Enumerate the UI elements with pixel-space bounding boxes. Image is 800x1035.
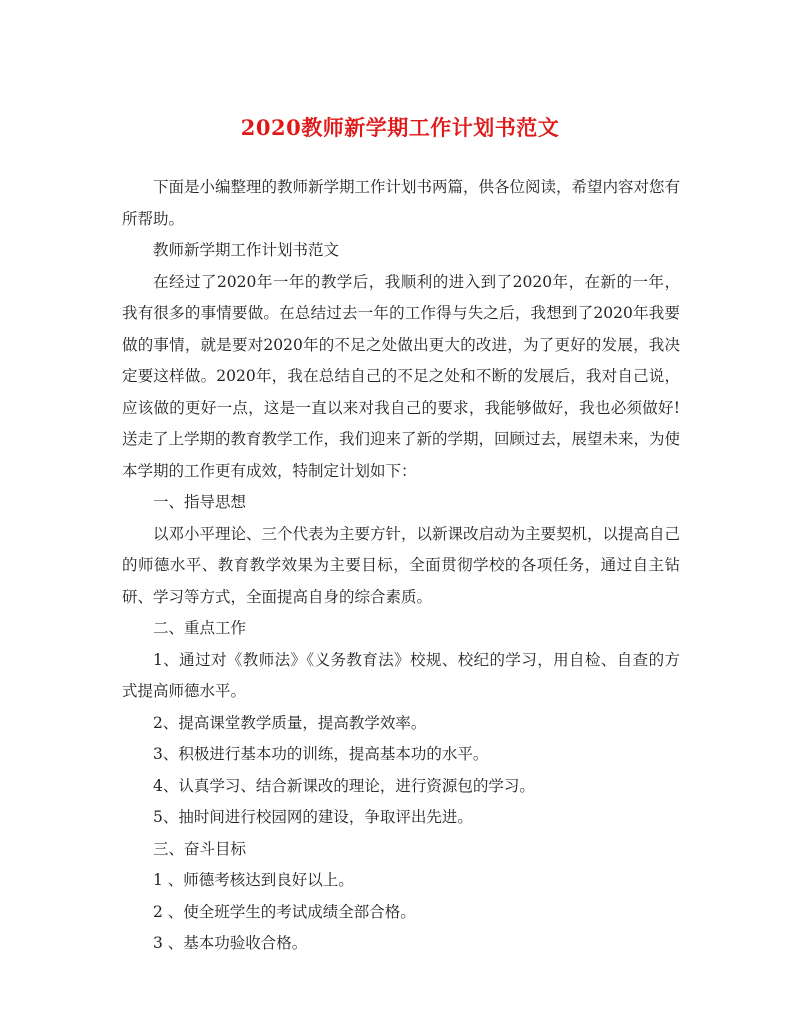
key-work-item: 4、认真学习、结合新课改的理论，进行资源包的学习。 — [153, 776, 535, 795]
key-work-item: 2、提高课堂教学质量，提高教学效率。 — [153, 713, 427, 732]
opening-paragraph: 在经过了2020年一年的教学后，我顺利的进入到了2020年，在新的一年，我有很多的事情要做。在总结过去一年的工作得与失之后，我想到了2020年我要做的事情，就是要对2020年的不足之处做出更大的改进，为了更好的发展，我决定要这样做。2020年，我在总结自己的不足之处和不断的发展后，我对自己说，应该做的更好一点，这是一直以来对我自己的要求，我能够做好，我也必须做好!送走了上学期的教育教学工作，我们迎来了新的学期，回顾过去，展望未来，为使本学期的工作更有成效，特制定计划如下： — [122, 272, 681, 480]
key-work-item: 3、积极进行基本功的训练，提高基本功的水平。 — [153, 745, 489, 763]
goal-item: 2 、使全班学生的考试成绩全部合格。 — [153, 902, 416, 921]
intro-paragraph: 下面是小编整理的教师新学期工作计划书两篇，供各位阅读，希望内容对您有所帮助。 — [122, 178, 681, 228]
document-title: 2020教师新学期工作计划书范文 — [240, 115, 560, 140]
key-work-item: 5、抽时间进行校园网的建设，争取评出先进。 — [153, 808, 473, 826]
goal-item: 1 、师德考核达到良好以上。 — [153, 871, 354, 889]
goal-item: 3 、基本功验收合格。 — [153, 934, 308, 952]
section-subtitle: 教师新学期工作计划书范文 — [153, 241, 340, 259]
heading-guiding-ideology: 一、指导思想 — [153, 493, 247, 511]
heading-goals: 三、奋斗目标 — [153, 839, 247, 858]
key-work-item: 1、通过对《教师法》《义务教育法》校规、校纪的学习，用自检、自查的方式提高师德水平。 — [122, 650, 680, 700]
document-body — [122, 172, 680, 960]
guiding-ideology-paragraph: 以邓小平理论、三个代表为主要方针，以新课改启动为主要契机，以提高自己的师德水平、教育教学效果为主要目标，全面贯彻学校的各项任务，通过自主钻研、学习等方式，全面提高自身的综合素质。 — [122, 524, 681, 606]
heading-key-work: 二、重点工作 — [153, 619, 247, 637]
